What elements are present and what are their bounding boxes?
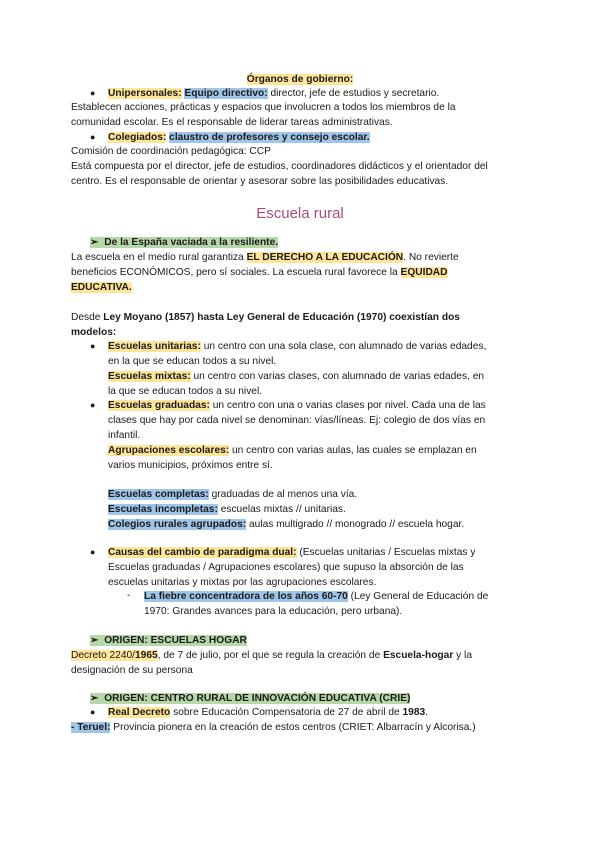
causas-cambio: Causas del cambio de paradigma dual: (Escuelas unitarias / Escuelas mixtas y [108,547,476,558]
agrupaciones-escolares-2: varios municipios, próximos entre sí. [108,460,273,471]
section-title: Escuela rural [256,205,344,222]
dash-icon: - [127,590,131,601]
fiebre-concentradora: La fiebre concentradora de los años 60-70 (Ley General de Educación de [144,591,489,602]
escuelas-incompletas: Escuelas incompletas: escuelas mixtas // unitarias. [108,504,346,515]
fiebre-concentradora-2: 1970: Grandes avances para la educación, pero urbana). [144,606,403,617]
escuelas-mixtas: Escuelas mixtas: un centro con varias clases, con alumnado de varias edades, en [108,371,485,382]
org-uni-p2: comunidad escolar. Es el responsable de liderar tareas administrativas. [71,117,393,128]
decreto-line-2: designación de su persona [71,665,193,676]
causas-cambio-2: Escuelas graduadas / Agrupaciones escolares) que supuso la absorción de las [108,562,464,573]
real-decreto: Real Decreto sobre Educación Compensatoria de 27 de abril de 1983. [108,707,429,718]
org-unipersonales: Unipersonales: Equipo directivo: director, jefe de estudios y secretario. [108,88,440,99]
rural-p1-line1: La escuela en el medio rural garantiza EL DERECHO A LA EDUCACIÓN. No revierte [71,252,459,263]
rural-p1-line3: EDUCATIVA. [71,282,132,293]
origen-escuelas-hogar: ➢ ORIGEN: ESCUELAS HOGAR [90,635,247,646]
rural-h1: ➢ De la España vaciada a la resiliente. [90,237,279,248]
escuelas-graduadas-2: clases que hay por cada nivel se denominan: vías/líneas. Ej: colegio de dos vías en [108,415,486,426]
bullet-icon: ● [90,132,96,142]
colegios-rurales: Colegios rurales agrupados: aulas multigrado // monogrado // escuela hogar. [108,519,465,530]
agrupaciones-escolares: Agrupaciones escolares: un centro con varias aulas, las cuales se emplazan en [108,445,477,456]
heading: Órganos de gobierno: [246,74,354,85]
causas-cambio-3: escuelas unitarias y mixtas por las agrupaciones escolares. [108,577,377,588]
bullet-icon: ● [90,341,96,351]
rural-p1-line2: beneficios ECONÓMICOS, pero sí sociales. La escuela rural favorece la EQUIDAD [71,267,448,278]
origen-crie: ➢ ORIGEN: CENTRO RURAL DE INNOVACIÓN EDUCATIVA (CRIE) [90,693,411,704]
arrow-icon: ➢ [90,237,99,248]
teruel-line: - Teruel: Provincia pionera en la creación de estos centros (CRIET: Albarracín y Alcorisa.) [71,722,476,733]
escuelas-unitarias: Escuelas unitarias: un centro con una sola clase, con alumnado de varias edades, [108,341,487,352]
arrow-icon: ➢ [90,693,99,704]
org-ccp2: Está compuesta por el director, jefe de estudios, coordinadores didácticos y el orientador del [71,161,488,172]
escuelas-graduadas-3: infantil. [108,430,141,441]
escuelas-unitarias-2: en la que se educan todos a su nivel. [108,356,277,367]
bullet-icon: ● [90,547,96,557]
escuelas-completas: Escuelas completas: graduadas de al menos una vía. [108,489,358,500]
decreto-line: Decreto 2240/1965, de 7 de julio, por el que se regula la creación de Escuela-hogar y la [71,650,472,661]
rural-p2-line2: modelos: [71,327,117,338]
escuelas-graduadas: Escuelas graduadas: un centro con una o varias clases por nivel. Cada una de las [108,400,486,411]
arrow-icon: ➢ [90,635,99,646]
org-ccp3: centro. Es el responsable de orientar y asesorar sobre las posibilidades educativas. [71,176,449,187]
bullet-icon: ● [90,707,96,717]
org-ccp1: Comisión de coordinación pedagógica: CCP [71,146,271,157]
org-uni-p1: Establecen acciones, prácticas y espacios que involucren a todos los miembros de la [71,102,456,113]
rural-p2-line1: Desde Ley Moyano (1857) hasta Ley General de Educación (1970) coexistían dos [71,312,460,323]
org-colegiados: Colegiados: claustro de profesores y consejo escolar. [108,132,370,143]
bullet-icon: ● [90,400,96,410]
bullet-icon: ● [90,88,96,98]
escuelas-mixtas-2: la que se educan todos a su nivel. [108,386,263,397]
